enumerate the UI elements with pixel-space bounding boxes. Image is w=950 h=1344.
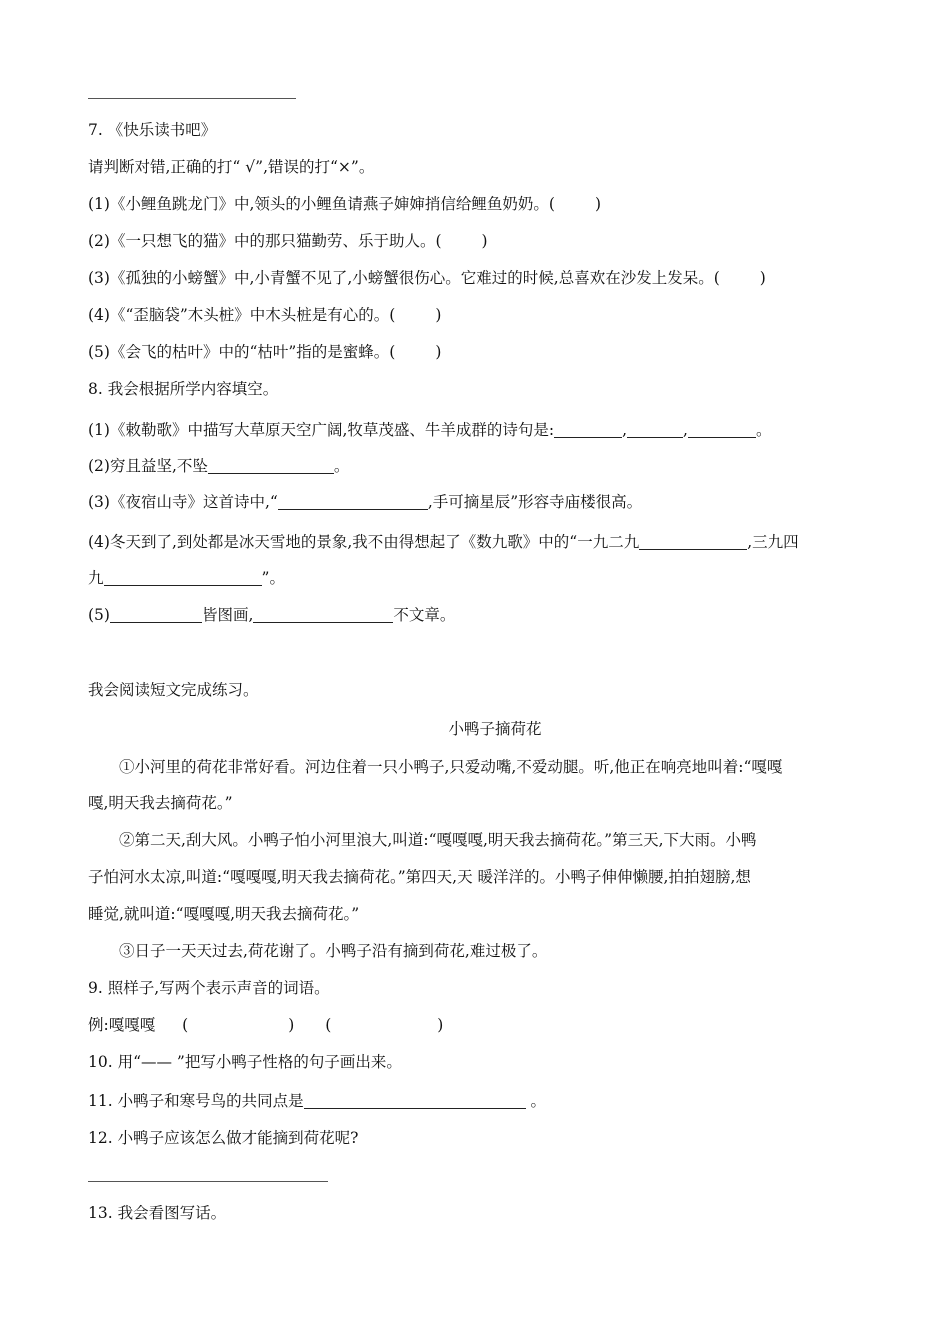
q7-item-2: [88, 231, 488, 251]
q7-paren-close: ): [435, 343, 442, 361]
q8-item-4-cont: [88, 568, 285, 588]
q7-item-1: [88, 194, 601, 214]
passage-p2-line-1: ②第二天,刮大风。小鸭子怕小河里浪大,叫道:“嘎嘎嘎,明天我去摘荷花。”第三天,下大雨。小鸭: [119, 831, 757, 849]
fill-blank[interactable]: [104, 569, 262, 586]
fill-blank[interactable]: [688, 421, 756, 438]
paren-open: (: [325, 1016, 332, 1034]
fill-blank[interactable]: [278, 493, 428, 510]
q8-item-5-text-b: 皆图画,: [201, 606, 254, 624]
q13-title: 13. 我会看图写话。: [88, 1204, 227, 1222]
q10-title: 10. 用“—— ”把写小鸭子性格的句子画出来。: [88, 1053, 402, 1071]
q7-item-4: [88, 305, 441, 325]
q8-item-4-text-a: (4)冬天到了,到处都是冰天雪地的景象,我不由得想起了《数九歌》中的“一九二九: [88, 533, 640, 551]
q7-paren-close: ): [481, 232, 488, 250]
answer-line[interactable]: [88, 1181, 328, 1182]
q8-item-4: [88, 532, 799, 552]
q8-item-5: [88, 605, 455, 625]
q11-period: 。: [525, 1092, 547, 1110]
fill-blank[interactable]: [208, 457, 334, 474]
q8-item-5-text-c: 不文章。: [393, 606, 456, 624]
q8-item-4-text-b: ,三九四: [747, 533, 799, 551]
fill-blank[interactable]: [627, 421, 683, 438]
paren-close: ): [437, 1016, 444, 1034]
answer-line-top: [88, 98, 296, 99]
q8-title: 8. 我会根据所学内容填空。: [88, 380, 279, 398]
fill-blank[interactable]: [639, 533, 747, 550]
passage-p1-line-1: ①小河里的荷花非常好看。河边住着一只小鸭子,只爱动嘴,不爱动腿。听,他正在响亮地叫着:“嘎嘎: [119, 758, 783, 776]
q8-item-3: [88, 492, 642, 512]
paren-open: (: [182, 1016, 189, 1034]
q7-item-2-text: (2)《一只想飞的猫》中的那只猫勤劳、乐于助人。(: [88, 232, 442, 250]
comma: ,: [622, 421, 628, 439]
q7-item-3-text: (3)《孤独的小螃蟹》中,小青蟹不见了,小螃蟹很伤心。它难过的时候,总喜欢在沙发上发呆。(: [88, 269, 720, 287]
period: 。: [333, 457, 350, 475]
q7-instruction: 请判断对错,正确的打“ √”,错误的打“×”。: [88, 158, 375, 176]
q8-item-2: [88, 456, 349, 476]
q8-item-3-text-b: ,手可摘星辰”形容寺庙楼很高。: [427, 493, 643, 511]
q7-item-5: [88, 342, 441, 362]
q8-item-1: [88, 420, 772, 440]
q11-text: 11. 小鸭子和寒号鸟的共同点是: [88, 1092, 304, 1110]
fill-blank[interactable]: [304, 1092, 526, 1109]
q7-title: 7. 《快乐读书吧》: [88, 121, 217, 139]
q7-item-3: [88, 268, 766, 288]
passage-p1-line-2: 嘎,明天我去摘荷花。”: [88, 794, 233, 812]
q11-title: [88, 1091, 546, 1111]
q9-example-text: 例:嘎嘎嘎: [88, 1016, 156, 1034]
q7-item-1-text: (1)《小鲤鱼跳龙门》中,领头的小鲤鱼请燕子婶婶捎信给鲤鱼奶奶。(: [88, 195, 555, 213]
q8-item-4-text-d: ”。: [261, 569, 285, 587]
fill-blank[interactable]: [554, 421, 622, 438]
q8-item-5-text-a: (5): [88, 606, 110, 624]
period: 。: [755, 421, 772, 439]
q7-paren-close: ): [435, 306, 442, 324]
passage-p3-line-1: ③日子一天天过去,荷花谢了。小鸭子沿有摘到荷花,难过极了。: [119, 942, 548, 960]
fill-blank[interactable]: [110, 606, 202, 623]
q8-item-3-text-a: (3)《夜宿山寺》这首诗中,“: [88, 493, 278, 511]
q8-item-1-text: (1)《敕勒歌》中描写大草原天空广阔,牧草茂盛、牛羊成群的诗句是:: [88, 421, 555, 439]
passage-title: 小鸭子摘荷花: [448, 720, 542, 738]
paren-close: ): [288, 1016, 295, 1034]
q8-item-4-text-c: 九: [88, 569, 104, 587]
q9-example: [88, 1015, 443, 1035]
q8-item-2-text: (2)穷且益坚,不坠: [88, 457, 208, 475]
comma: ,: [683, 421, 688, 439]
q7-paren-close: ): [594, 195, 601, 213]
reading-intro: 我会阅读短文完成练习。: [88, 681, 259, 699]
fill-blank[interactable]: [253, 606, 393, 623]
passage-p2-line-3: 睡觉,就叫道:“嘎嘎嘎,明天我去摘荷花。”: [88, 905, 360, 923]
passage-p2-line-2: 子怕河水太凉,叫道:“嘎嘎嘎,明天我去摘荷花。”第四天,天 暖洋洋的。小鸭子伸伸懒腰,拍拍翅膀,想: [88, 868, 751, 886]
q9-title: 9. 照样子,写两个表示声音的词语。: [88, 979, 330, 997]
q7-item-5-text: (5)《会飞的枯叶》中的“枯叶”指的是蜜蜂。(: [88, 343, 396, 361]
q7-paren-close: ): [759, 269, 766, 287]
q12-title: 12. 小鸭子应该怎么做才能摘到荷花呢?: [88, 1129, 359, 1147]
q7-item-4-text: (4)《“歪脑袋”木头桩》中木头桩是有心的。(: [88, 306, 396, 324]
